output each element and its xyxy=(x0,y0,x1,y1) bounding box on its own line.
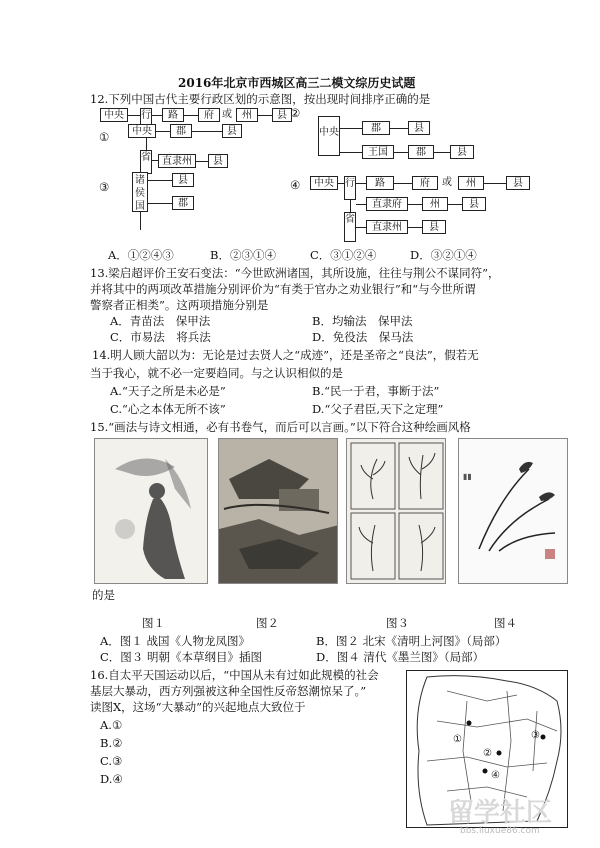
q15-option-a[interactable]: A．图１ 战国《人物龙凤图》 xyxy=(100,634,250,648)
diagram-marker: ② xyxy=(290,106,301,120)
map-marker-3: ③ xyxy=(531,730,540,741)
box-sheng: 省 xyxy=(140,150,152,174)
box-xian: 县 xyxy=(408,121,430,135)
diagram-marker: ④ xyxy=(290,178,301,192)
box-zhou-2: 州 xyxy=(422,197,448,211)
label-huo: 或 xyxy=(222,109,232,120)
box-lu: 路 xyxy=(366,176,394,190)
figure-1-label: 图１ xyxy=(142,616,165,630)
q16-option-a[interactable]: A.① xyxy=(100,718,123,732)
q13-option-a[interactable]: A．青苗法 保甲法 xyxy=(110,314,211,328)
q14-option-d[interactable]: D.“父子君臣,天下之定理” xyxy=(312,402,444,416)
box-zhou: 州 xyxy=(458,176,484,190)
q16-stem-line3: 读图X，这场“大暴动”的兴起地点大致位于 xyxy=(90,700,306,714)
svg-text:▮▮: ▮▮ xyxy=(463,472,472,481)
q14-stem-line2: 当于我心，就不必一定要趋同。与之认识相似的是 xyxy=(90,366,343,380)
q16-option-d[interactable]: D.④ xyxy=(100,772,123,786)
box-jun-2: 郡 xyxy=(408,145,434,159)
box-xing: 行 xyxy=(344,176,356,200)
box-central: 中央 xyxy=(100,108,128,122)
q13-stem-line3: 警察者正相类”。这两项措施分别是 xyxy=(90,298,269,312)
q15-option-c[interactable]: C．图３ 明朝《本草纲目》插图 xyxy=(100,650,262,664)
box-jun: 郡 xyxy=(172,196,194,210)
q16-option-c[interactable]: C.③ xyxy=(100,754,123,768)
q12-stem: 12.下列中国古代主要行政区划的示意图，按出现时间排序正确的是 xyxy=(90,92,431,106)
q14-option-b[interactable]: B.“民一于君，事断于法” xyxy=(312,384,440,398)
box-jun: 郡 xyxy=(362,121,390,135)
q13-stem-line2: 并将其中的两项改革措施分别评价为“有类于官办之劝业银行”和“与今世所谓 xyxy=(90,282,476,296)
q16-stem-line2: 基层大暴动，西方列强被这种全国性反帝怒潮惊呆了。” xyxy=(90,684,367,698)
box-xian: 县 xyxy=(506,176,530,190)
box-xian-3: 县 xyxy=(208,154,228,168)
box-central-2: 中央 xyxy=(128,124,156,138)
figure-3-painting xyxy=(346,438,446,584)
q12-option-c[interactable]: C．③①②④ xyxy=(310,248,377,262)
figure-4-label: 图４ xyxy=(494,616,517,630)
diagram-marker: ① xyxy=(99,130,110,144)
q14-stem-line1: 14.明人顾大韶以为：无论是过去贤人之“成迹”，还是圣帝之“良法”，假若无 xyxy=(92,348,479,362)
map-marker-2: ② xyxy=(483,748,492,759)
box-fu: 府 xyxy=(412,176,438,190)
q16-option-b[interactable]: B.② xyxy=(100,736,123,750)
box-zhou: 州 xyxy=(236,108,258,122)
q15-option-b[interactable]: B．图２ 北宋《清明上河图》（局部） xyxy=(316,634,507,648)
box-jun: 郡 xyxy=(170,124,192,138)
q13-option-c[interactable]: C．市易法 将兵法 xyxy=(110,330,211,344)
box-central: 中央 xyxy=(318,116,340,156)
box-central: 中央 xyxy=(310,176,338,190)
box-xian: 县 xyxy=(172,173,194,187)
q12-option-a[interactable]: A．①②④③ xyxy=(108,248,174,262)
diagram-marker: ③ xyxy=(99,180,110,194)
q13-option-b[interactable]: B．均输法 保甲法 xyxy=(312,314,413,328)
watermark-logo: 留学社区 xyxy=(448,798,553,828)
box-xian-3: 县 xyxy=(422,220,446,234)
q14-option-a[interactable]: A.“天子之所是未必是” xyxy=(110,384,226,398)
map-marker-4: ④ xyxy=(491,770,500,781)
box-xian-2: 县 xyxy=(222,124,242,138)
box-fu: 府 xyxy=(198,108,220,122)
figure-3-label: 图３ xyxy=(386,616,409,630)
box-zhuhouguo: 诸侯国 xyxy=(132,172,148,212)
figure-4-painting xyxy=(458,438,568,584)
box-lu: 路 xyxy=(162,108,184,122)
q13-option-d[interactable]: D．免役法 保马法 xyxy=(312,330,414,344)
box-wangguo: 王国 xyxy=(362,145,394,159)
q12-option-b[interactable]: B．②③①④ xyxy=(210,248,276,262)
box-xing: 行 xyxy=(140,108,152,132)
box-xian: 县 xyxy=(272,108,292,122)
box-xian-2: 县 xyxy=(450,145,474,159)
box-xian-2: 县 xyxy=(462,197,486,211)
figure-1-painting xyxy=(94,438,208,584)
q14-option-c[interactable]: C.“心之本体无所不该” xyxy=(110,402,226,416)
figure-2-label: 图２ xyxy=(256,616,279,630)
box-zhilifu: 直隶府 xyxy=(366,197,408,211)
map-marker-1: ① xyxy=(453,734,462,745)
figure-2-painting xyxy=(218,438,338,584)
q15-stem-line1: 15.“画法与诗文相通，必有书卷气，而后可以言画。”以下符合这种绘画风格 xyxy=(90,420,471,434)
watermark-url: bbs.liuxue86.com xyxy=(460,826,540,836)
box-sheng: 省 xyxy=(344,212,356,242)
q15-option-d[interactable]: D．图４ 清代《墨兰图》（局部） xyxy=(316,650,485,664)
page-title: 2016年北京市西城区高三二模文综历史试题 xyxy=(178,76,416,90)
box-zhili: 直隶州 xyxy=(158,154,196,168)
q16-stem-line1: 16.自太平天国运动以后，“中国从未有过如此规模的社会 xyxy=(90,668,379,682)
q12-option-d[interactable]: D．③②①④ xyxy=(410,248,477,262)
box-zhili: 直隶州 xyxy=(366,220,408,234)
q15-stem-line2: 的是 xyxy=(92,588,115,602)
label-huo: 或 xyxy=(442,177,452,188)
q13-stem-line1: 13.梁启超评价王安石变法：“今世欧洲诸国，其所设施，往往与荆公不谋同符”， xyxy=(90,266,500,280)
